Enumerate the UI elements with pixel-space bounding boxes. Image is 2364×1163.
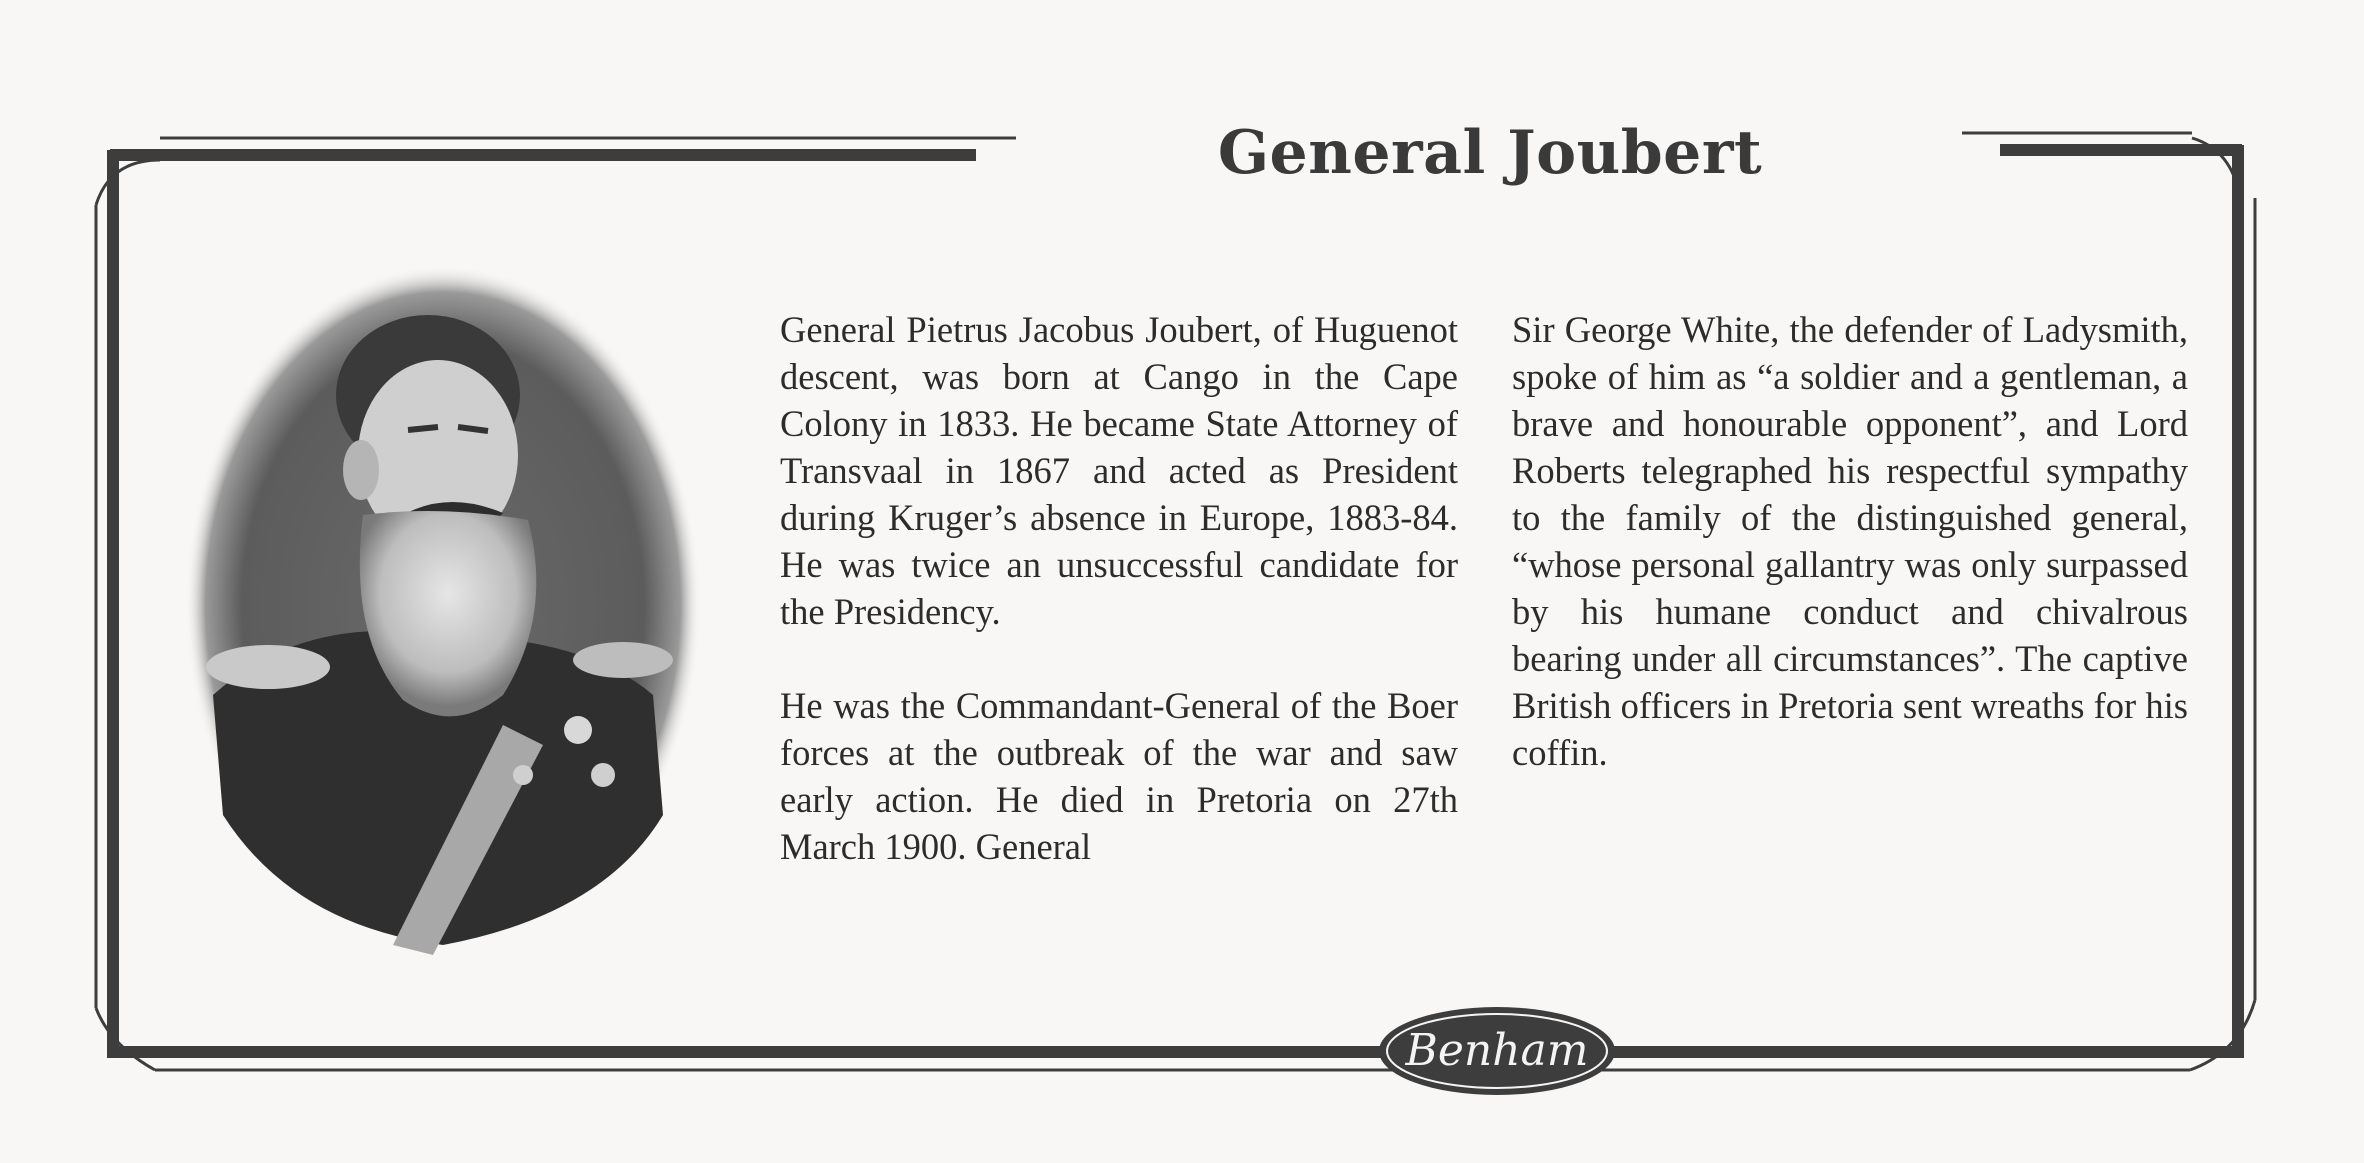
- page-title: General Joubert: [1217, 118, 1763, 188]
- portrait-icon: [183, 255, 703, 955]
- portrait-epaulette-left: [206, 645, 330, 689]
- frame-corner-tl: [96, 160, 160, 205]
- portrait-medal-3: [513, 765, 533, 785]
- paragraph: General Pietrus Jacobus Joubert, of Huguenot descent, was born at Cango in the Cape Colony in 1833. He became State Attorney of Transvaal in 1867 and acted as President during Kruger’s absence in Europe, 1883-84. He was twice an unsuccessful candidate for the Presidency.: [780, 309, 1458, 632]
- benham-logo: [1377, 1005, 1617, 1097]
- paragraph: Sir George White, the defender of Ladysmith, spoke of him as “a soldier and a gentleman, a brave and honourable opponent”, and Lord Roberts telegraphed his respectful sympathy to the family of the distinguished general, “whose personal gallantry was only surpassed by his humane conduct and chivalrous bearing under all circumstances”. The captive British officers in Pretoria sent wreaths for his coffin.: [1512, 309, 2188, 773]
- logo-text: Benham: [1405, 1025, 1589, 1076]
- text-column-left: [780, 306, 1458, 870]
- portrait-medal-1: [564, 716, 592, 744]
- frame-corner-bl: [96, 1008, 155, 1070]
- portrait-epaulette-right: [573, 642, 673, 678]
- paragraph: He was the Commandant-General of the Boer forces at the outbreak of the war and saw early action. He died in Pretoria on 27th March 1900. General: [780, 685, 1458, 867]
- frame-corner-br: [2190, 1000, 2255, 1070]
- portrait-medal-2: [591, 763, 615, 787]
- text-column-right: [1512, 306, 2188, 776]
- portrait-ear: [343, 440, 379, 500]
